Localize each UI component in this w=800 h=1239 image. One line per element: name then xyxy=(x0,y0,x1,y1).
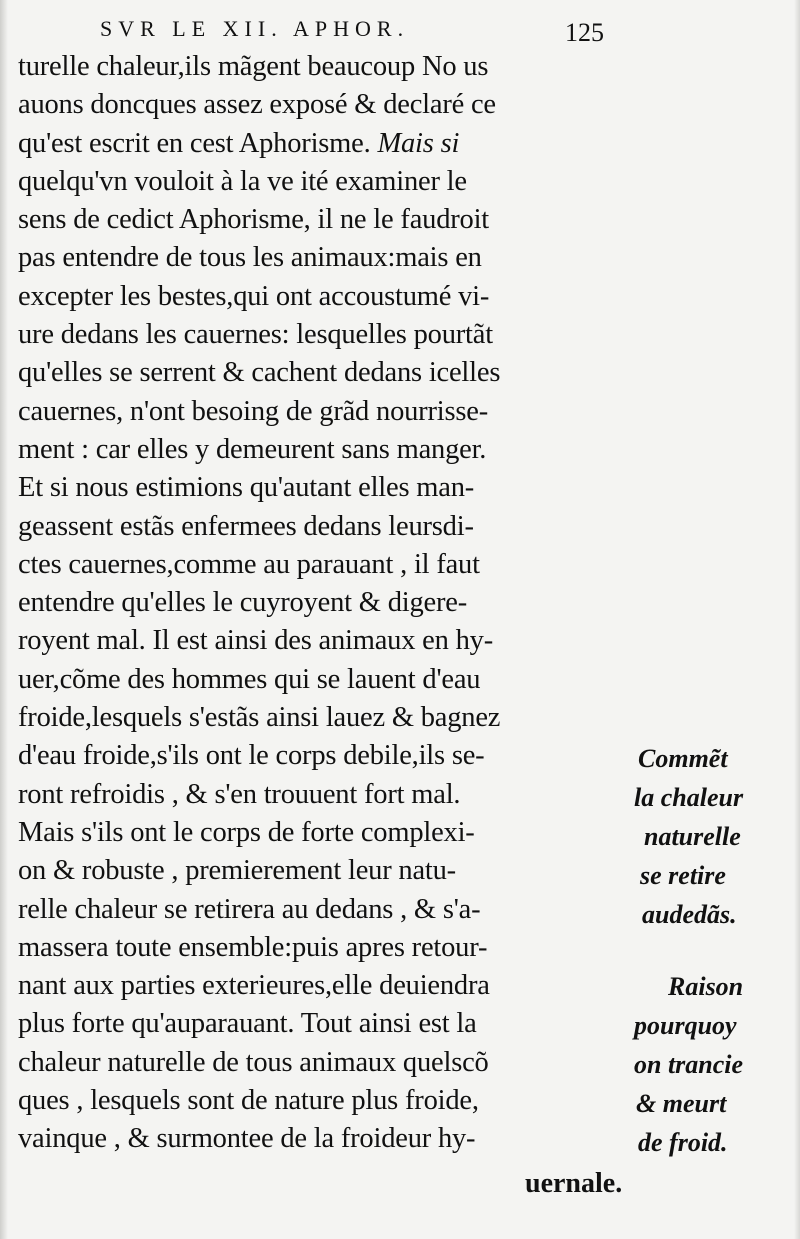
text-line: chaleur naturelle de tous animaux quelscõ xyxy=(18,1046,489,1078)
page-number: 125 xyxy=(565,18,604,47)
margin-note-line: de froid. xyxy=(638,1128,728,1157)
margin-note-line: & meurt xyxy=(636,1089,727,1118)
text-line: massera toute ensemble:puis apres retour- xyxy=(18,931,488,963)
body-text xyxy=(18,48,638,1159)
text-line: quelqu'vn vouloit à la ve ité examiner le xyxy=(18,165,467,197)
text-line: royent mal. Il est ainsi des animaux en hy- xyxy=(18,625,493,657)
text-line: froide,lesquels s'estãs ainsi lauez & bagnez xyxy=(18,702,501,734)
margin-note-line: Commẽt xyxy=(638,744,728,773)
text-line: entendre qu'elles le cuyroyent & digere- xyxy=(18,587,467,619)
text-line: vainque , & surmontee de la froideur hy- xyxy=(18,1123,476,1155)
text-line: relle chaleur se retirera au dedans , & s'a- xyxy=(18,893,481,925)
text-line: ctes cauernes,comme au parauant , il faut xyxy=(18,548,480,580)
text-line: cauernes, n'ont besoing de grãd nourrisse- xyxy=(18,395,489,427)
text-line: auons doncques assez exposé & declaré ce xyxy=(18,89,496,121)
text-line: qu'est escrit en cest Aphorisme. Mais si xyxy=(18,127,460,159)
margin-note-line: naturelle xyxy=(644,822,741,851)
margin-note-line: on trancie xyxy=(634,1050,744,1079)
text-line: ront refroidis , & s'en trouuent fort mal. xyxy=(18,778,461,810)
text-line: d'eau froide,s'ils ont le corps debile,ils se- xyxy=(18,740,485,772)
text-line: turelle chaleur,ils mãgent beaucoup No us xyxy=(18,51,489,82)
margin-note-line: pourquoy xyxy=(634,1011,737,1040)
margin-note-line: la chaleur xyxy=(634,783,744,812)
text-line: ure dedans les cauernes: lesquelles pourtãt xyxy=(18,319,493,351)
text-line: on & robuste , premierement leur natu- xyxy=(18,855,456,887)
text-line: ment : car elles y demeurent sans manger. xyxy=(18,433,487,465)
margin-notes xyxy=(630,0,800,1239)
text-line: Mais s'ils ont le corps de forte complexi- xyxy=(18,816,475,848)
italic-phrase: Mais si xyxy=(377,127,460,159)
catchword: uernale. xyxy=(525,1168,623,1199)
scan-shadow-left xyxy=(0,0,8,1239)
margin-note-line: se retire xyxy=(640,861,726,890)
margin-note-line: Raison xyxy=(668,972,744,1001)
text-line: pas entendre de tous les animaux:mais en xyxy=(18,242,482,274)
text-line: nant aux parties exterieures,elle deuiendra xyxy=(18,970,490,1002)
text-line: Et si nous estimions qu'autant elles man- xyxy=(18,472,475,504)
text-line: geassent estãs enfermees dedans leursdi- xyxy=(18,510,474,542)
margin-note-line: audedãs. xyxy=(642,900,737,929)
text-line: uer,cõme des hommes qui se lauent d'eau xyxy=(18,663,481,695)
text-line: ques , lesquels sont de nature plus froide, xyxy=(18,1085,479,1117)
text-line: plus forte qu'auparauant. Tout ainsi est la xyxy=(18,1008,477,1040)
text-line: qu'elles se serrent & cachent dedans icelles xyxy=(18,357,501,389)
text-line: excepter les bestes,qui ont accoustumé vi- xyxy=(18,280,490,312)
running-head: SVR LE XII. APHOR. xyxy=(100,16,410,41)
text-line: sens de cedict Aphorisme, il ne le faudroit xyxy=(18,204,490,236)
